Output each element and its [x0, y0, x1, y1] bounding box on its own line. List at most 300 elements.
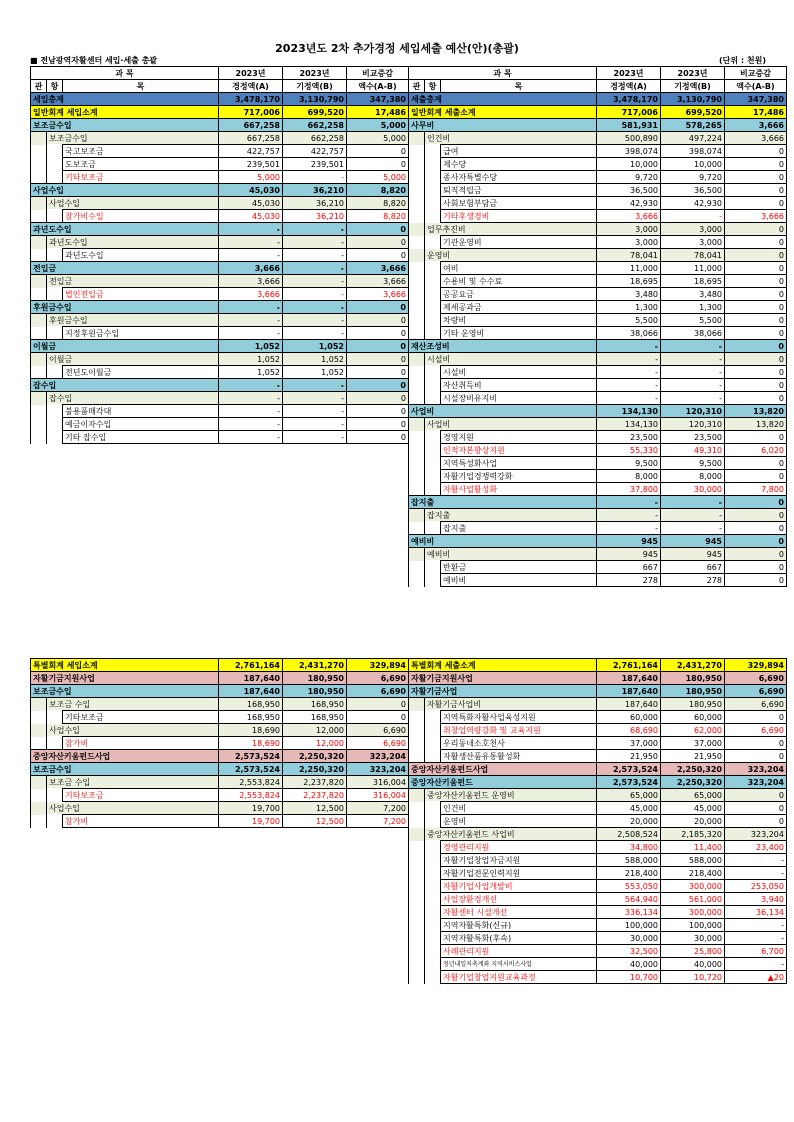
- table-row: [31, 724, 409, 737]
- row-name: 법인전입금: [63, 288, 219, 301]
- amount-a: 10,700: [597, 971, 661, 984]
- amount-a: 553,050: [597, 880, 661, 893]
- table-row: [409, 880, 787, 893]
- amount-diff: 3,666: [725, 119, 787, 132]
- header-row: [409, 67, 787, 80]
- row-name: 자활생산품유통활성화: [441, 750, 597, 763]
- indent-cell: [409, 392, 425, 405]
- table-row: [31, 171, 409, 184]
- amount-diff: 0: [725, 379, 787, 392]
- table-row: [409, 379, 787, 392]
- amount-diff: 347,380: [347, 93, 409, 106]
- row-name: 참가비: [63, 815, 219, 828]
- table-row: [31, 106, 409, 119]
- amount-b: 578,265: [661, 119, 725, 132]
- amount-a: 45,030: [219, 197, 283, 210]
- row-name: 사업수입: [47, 802, 219, 815]
- amount-b: 12,500: [283, 802, 347, 815]
- amount-b: 37,000: [661, 737, 725, 750]
- indent-cell: [409, 561, 425, 574]
- table-row: [31, 262, 409, 275]
- amount-diff: -: [725, 919, 787, 932]
- row-name: 기타 운영비: [441, 327, 597, 340]
- amount-b: 10,720: [661, 971, 725, 984]
- amount-a: 37,000: [597, 737, 661, 750]
- table-row: [31, 802, 409, 815]
- amount-b: 180,950: [661, 685, 725, 698]
- amount-b: 1,052: [283, 353, 347, 366]
- row-name: 취창업역량강화 및 교육지원: [441, 724, 597, 737]
- amount-b: -: [283, 171, 347, 184]
- amount-a: 2,573,524: [219, 750, 283, 763]
- amount-diff: 0: [347, 392, 409, 405]
- header-diff: 비교증감: [725, 67, 787, 80]
- page-title: 2023년도 2차 추가경정 세입세출 예산(안)(총괄): [275, 42, 519, 55]
- amount-b: 422,757: [283, 145, 347, 158]
- row-name: 자활기업창업지원교육과정: [441, 971, 597, 984]
- indent-cell: [31, 431, 47, 444]
- amount-diff: 347,380: [725, 93, 787, 106]
- row-name: 자활기업창업자금지원: [441, 854, 597, 867]
- row-name: 지역특성화사업: [441, 457, 597, 470]
- amount-a: 1,300: [597, 301, 661, 314]
- header-row: [31, 80, 409, 93]
- amount-a: -: [219, 392, 283, 405]
- row-name: 예비비: [409, 535, 597, 548]
- amount-b: 65,000: [661, 789, 725, 802]
- row-name: 재산조성비: [409, 340, 597, 353]
- amount-a: 2,508,524: [597, 828, 661, 841]
- amount-a: 65,000: [597, 789, 661, 802]
- row-name: 사례관리지원: [441, 945, 597, 958]
- amount-diff: 0: [347, 314, 409, 327]
- amount-diff: 8,820: [347, 184, 409, 197]
- table-row: [409, 711, 787, 724]
- amount-b: 45,000: [661, 802, 725, 815]
- row-name: 기타후생경비: [441, 210, 597, 223]
- amount-a: -: [219, 236, 283, 249]
- table-row: [409, 210, 787, 223]
- amount-diff: 3,666: [725, 210, 787, 223]
- amount-a: 3,000: [597, 223, 661, 236]
- amount-diff: 0: [347, 340, 409, 353]
- amount-diff: 0: [725, 249, 787, 262]
- indent-cell: [425, 184, 441, 197]
- row-name: 운영비: [425, 249, 597, 262]
- row-name: 차량비: [441, 314, 597, 327]
- amount-b: 2,431,270: [283, 659, 347, 672]
- amount-a: 60,000: [597, 711, 661, 724]
- table-row: [409, 685, 787, 698]
- indent-cell: [409, 893, 425, 906]
- indent-cell: [31, 288, 47, 301]
- amount-a: 581,931: [597, 119, 661, 132]
- amount-diff: 329,894: [725, 659, 787, 672]
- indent-cell: [47, 418, 63, 431]
- amount-diff: 0: [347, 405, 409, 418]
- row-name: 지역자활특화(신규): [441, 919, 597, 932]
- amount-diff: 0: [347, 431, 409, 444]
- amount-b: 3,480: [661, 288, 725, 301]
- indent-cell: [409, 366, 425, 379]
- indent-cell: [31, 158, 47, 171]
- amount-a: 667,258: [219, 119, 283, 132]
- indent-cell: [409, 548, 425, 561]
- amount-b: -: [283, 301, 347, 314]
- indent-cell: [47, 249, 63, 262]
- amount-a: 1,052: [219, 340, 283, 353]
- row-name: 전입금: [47, 275, 219, 288]
- table-row: [31, 672, 409, 685]
- table-row: [31, 789, 409, 802]
- row-name: 보조금수입: [31, 119, 219, 132]
- indent-cell: [425, 711, 441, 724]
- row-name: 후원금수입: [47, 314, 219, 327]
- indent-cell: [47, 145, 63, 158]
- amount-diff: 6,690: [725, 685, 787, 698]
- amount-a: 336,134: [597, 906, 661, 919]
- amount-b: 23,500: [661, 431, 725, 444]
- amount-a: -: [219, 405, 283, 418]
- amount-a: 9,720: [597, 171, 661, 184]
- amount-b: -: [661, 379, 725, 392]
- amount-a: 2,553,824: [219, 776, 283, 789]
- amount-b: 3,000: [661, 223, 725, 236]
- amount-diff: 5,000: [347, 171, 409, 184]
- table-row: [409, 353, 787, 366]
- indent-cell: [425, 470, 441, 483]
- amount-a: 100,000: [597, 919, 661, 932]
- table-row: [409, 906, 787, 919]
- table-row: [409, 301, 787, 314]
- amount-b: -: [661, 509, 725, 522]
- row-name: 불용품매각대: [63, 405, 219, 418]
- amount-diff: 0: [725, 366, 787, 379]
- table-row: [31, 145, 409, 158]
- indent-cell: [409, 470, 425, 483]
- amount-b: 25,800: [661, 945, 725, 958]
- row-name: 지역특화자활사업육성지원: [441, 711, 597, 724]
- amount-a: 45,030: [219, 210, 283, 223]
- indent-cell: [47, 288, 63, 301]
- amount-diff: ▲20: [725, 971, 787, 984]
- amount-a: 218,400: [597, 867, 661, 880]
- indent-cell: [31, 197, 47, 210]
- amount-diff: 0: [725, 145, 787, 158]
- indent-cell: [47, 711, 63, 724]
- amount-a: 5,500: [597, 314, 661, 327]
- table-row: [31, 301, 409, 314]
- amount-a: 564,940: [597, 893, 661, 906]
- row-name: 급여: [441, 145, 597, 158]
- amount-b: 278: [661, 574, 725, 587]
- header-year-b: 2023년: [661, 67, 725, 80]
- amount-a: 667,258: [219, 132, 283, 145]
- indent-cell: [31, 711, 47, 724]
- amount-a: 2,573,524: [597, 776, 661, 789]
- row-name: 전입금: [31, 262, 219, 275]
- table-row: [31, 340, 409, 353]
- amount-a: 945: [597, 548, 661, 561]
- row-name: 사회보험부담금: [441, 197, 597, 210]
- amount-a: 3,000: [597, 236, 661, 249]
- amount-diff: 0: [725, 197, 787, 210]
- indent-cell: [425, 958, 441, 971]
- amount-b: 49,310: [661, 444, 725, 457]
- amount-b: 2,237,820: [283, 789, 347, 802]
- row-name: 잡지출: [409, 496, 597, 509]
- amount-b: 11,400: [661, 841, 725, 854]
- row-name: 예비비: [441, 574, 597, 587]
- table-row: [409, 171, 787, 184]
- table-row: [31, 197, 409, 210]
- indent-cell: [425, 724, 441, 737]
- amount-diff: 5,000: [347, 132, 409, 145]
- amount-diff: 0: [725, 158, 787, 171]
- amount-b: 300,000: [661, 880, 725, 893]
- amount-a: 18,690: [219, 737, 283, 750]
- indent-cell: [409, 145, 425, 158]
- indent-cell: [47, 789, 63, 802]
- amount-b: 36,210: [283, 197, 347, 210]
- amount-b: 9,720: [661, 171, 725, 184]
- table-row: [31, 249, 409, 262]
- amount-a: 3,666: [597, 210, 661, 223]
- row-name: 중앙자산키움펀드: [409, 776, 597, 789]
- indent-cell: [425, 971, 441, 984]
- indent-cell: [47, 815, 63, 828]
- row-name: 자활기금지원사업: [409, 672, 597, 685]
- table-row: [31, 815, 409, 828]
- row-name: 퇴직적립금: [441, 184, 597, 197]
- table-row: [31, 698, 409, 711]
- amount-b: 218,400: [661, 867, 725, 880]
- amount-b: -: [661, 392, 725, 405]
- amount-a: 2,573,524: [219, 763, 283, 776]
- indent-cell: [409, 815, 425, 828]
- special-revenue-table: [30, 658, 409, 828]
- row-name: 보조금 수입: [47, 698, 219, 711]
- amount-diff: -: [725, 932, 787, 945]
- amount-b: 667: [661, 561, 725, 574]
- amount-b: 30,000: [661, 483, 725, 496]
- amount-a: 168,950: [219, 698, 283, 711]
- amount-b: -: [283, 431, 347, 444]
- indent-cell: [425, 262, 441, 275]
- amount-b: 168,950: [283, 698, 347, 711]
- amount-diff: 3,940: [725, 893, 787, 906]
- indent-cell: [409, 932, 425, 945]
- table-row: [31, 210, 409, 223]
- indent-cell: [31, 392, 47, 405]
- header-mok: 목: [441, 80, 597, 93]
- row-name: 공공요금: [441, 288, 597, 301]
- amount-diff: 6,700: [725, 945, 787, 958]
- amount-a: -: [219, 431, 283, 444]
- amount-a: -: [597, 509, 661, 522]
- row-name: 보조금 수입: [47, 776, 219, 789]
- amount-b: 3,130,790: [283, 93, 347, 106]
- amount-b: -: [283, 262, 347, 275]
- indent-cell: [425, 171, 441, 184]
- amount-diff: -: [725, 958, 787, 971]
- table-row: [409, 958, 787, 971]
- table-row: [409, 659, 787, 672]
- amount-b: 62,000: [661, 724, 725, 737]
- amount-a: 36,500: [597, 184, 661, 197]
- amount-diff: 0: [347, 418, 409, 431]
- indent-cell: [47, 737, 63, 750]
- amount-a: 55,330: [597, 444, 661, 457]
- amount-diff: 0: [347, 353, 409, 366]
- amount-a: 3,478,170: [219, 93, 283, 106]
- indent-cell: [31, 171, 47, 184]
- amount-a: 1,052: [219, 366, 283, 379]
- indent-cell: [425, 288, 441, 301]
- general-revenue-table: [30, 66, 409, 444]
- amount-b: 12,500: [283, 815, 347, 828]
- indent-cell: [47, 327, 63, 340]
- indent-cell: [425, 867, 441, 880]
- table-row: [409, 444, 787, 457]
- amount-b: 2,250,320: [283, 750, 347, 763]
- amount-diff: -: [725, 854, 787, 867]
- amount-diff: 0: [725, 171, 787, 184]
- row-name: 과년도수입: [63, 249, 219, 262]
- table-row: [409, 327, 787, 340]
- row-name: 시설비: [441, 366, 597, 379]
- table-row: [409, 340, 787, 353]
- row-name: 기타 잡수입: [63, 431, 219, 444]
- table-row: [409, 366, 787, 379]
- indent-cell: [409, 574, 425, 587]
- amount-b: 1,052: [283, 340, 347, 353]
- indent-cell: [409, 379, 425, 392]
- amount-diff: 0: [725, 535, 787, 548]
- table-row: [31, 314, 409, 327]
- amount-diff: 0: [347, 379, 409, 392]
- amount-b: -: [661, 366, 725, 379]
- indent-cell: [409, 522, 425, 535]
- amount-a: 398,074: [597, 145, 661, 158]
- amount-b: -: [283, 327, 347, 340]
- table-row: [31, 737, 409, 750]
- indent-cell: [425, 236, 441, 249]
- amount-a: 32,500: [597, 945, 661, 958]
- amount-a: 2,553,824: [219, 789, 283, 802]
- indent-cell: [425, 906, 441, 919]
- header-hang: 항: [425, 80, 441, 93]
- row-name: 중앙자산키움펀드사업: [31, 750, 219, 763]
- amount-b: 2,250,320: [661, 763, 725, 776]
- amount-a: 187,640: [597, 672, 661, 685]
- amount-b: -: [661, 340, 725, 353]
- amount-a: -: [219, 249, 283, 262]
- amount-b: 2,237,820: [283, 776, 347, 789]
- indent-cell: [409, 698, 425, 711]
- row-name: 여비: [441, 262, 597, 275]
- indent-cell: [409, 249, 425, 262]
- indent-cell: [425, 854, 441, 867]
- row-name: 특별회계 세출소계: [409, 659, 597, 672]
- row-name: 일반회계 세입소계: [31, 106, 219, 119]
- amount-a: -: [597, 379, 661, 392]
- amount-a: -: [597, 522, 661, 535]
- row-name: 세출총계: [409, 93, 597, 106]
- row-name: 인적자본향상지원: [441, 444, 597, 457]
- indent-cell: [409, 867, 425, 880]
- amount-b: 120,310: [661, 418, 725, 431]
- table-row: [31, 223, 409, 236]
- amount-diff: 7,200: [347, 815, 409, 828]
- row-name: 보조금수입: [47, 132, 219, 145]
- table-row: [409, 93, 787, 106]
- amount-a: -: [597, 366, 661, 379]
- amount-b: -: [283, 249, 347, 262]
- amount-a: 187,640: [597, 685, 661, 698]
- indent-cell: [47, 210, 63, 223]
- indent-cell: [31, 776, 47, 789]
- amount-diff: 323,204: [347, 763, 409, 776]
- indent-cell: [31, 802, 47, 815]
- table-row: [409, 535, 787, 548]
- amount-diff: 0: [725, 815, 787, 828]
- amount-a: 42,930: [597, 197, 661, 210]
- amount-b: -: [283, 418, 347, 431]
- row-name: 잡수입: [47, 392, 219, 405]
- amount-a: 1,052: [219, 353, 283, 366]
- row-name: 경영관리지원: [441, 841, 597, 854]
- indent-cell: [425, 158, 441, 171]
- table-row: [31, 418, 409, 431]
- amount-a: 239,501: [219, 158, 283, 171]
- amount-diff: 0: [725, 314, 787, 327]
- section-subtitle: ■ 전남광역자활센터 세입·세출 총괄: [30, 56, 158, 65]
- table-row: [31, 776, 409, 789]
- indent-cell: [409, 880, 425, 893]
- amount-b: -: [661, 210, 725, 223]
- amount-diff: 0: [725, 574, 787, 587]
- row-name: 사업수입: [47, 197, 219, 210]
- table-row: [409, 971, 787, 984]
- indent-cell: [425, 522, 441, 535]
- table-row: [409, 262, 787, 275]
- table-row: [409, 828, 787, 841]
- table-row: [31, 366, 409, 379]
- indent-cell: [409, 301, 425, 314]
- amount-b: -: [283, 314, 347, 327]
- indent-cell: [409, 275, 425, 288]
- amount-diff: 3,666: [347, 275, 409, 288]
- amount-a: 38,066: [597, 327, 661, 340]
- indent-cell: [31, 236, 47, 249]
- indent-cell: [31, 737, 47, 750]
- amount-diff: 7,800: [725, 483, 787, 496]
- amount-a: -: [219, 301, 283, 314]
- amount-b: 945: [661, 535, 725, 548]
- amount-a: 18,690: [219, 724, 283, 737]
- indent-cell: [425, 802, 441, 815]
- row-name: 특별회계 세입소계: [31, 659, 219, 672]
- general-expense-table: [408, 66, 787, 587]
- amount-diff: 0: [725, 470, 787, 483]
- unit-label: (단위 : 천원): [719, 56, 766, 65]
- row-name: 중앙자산키움펀드 운영비: [425, 789, 597, 802]
- amount-a: 40,000: [597, 958, 661, 971]
- amount-diff: 7,200: [347, 802, 409, 815]
- amount-a: 23,500: [597, 431, 661, 444]
- amount-diff: 0: [725, 184, 787, 197]
